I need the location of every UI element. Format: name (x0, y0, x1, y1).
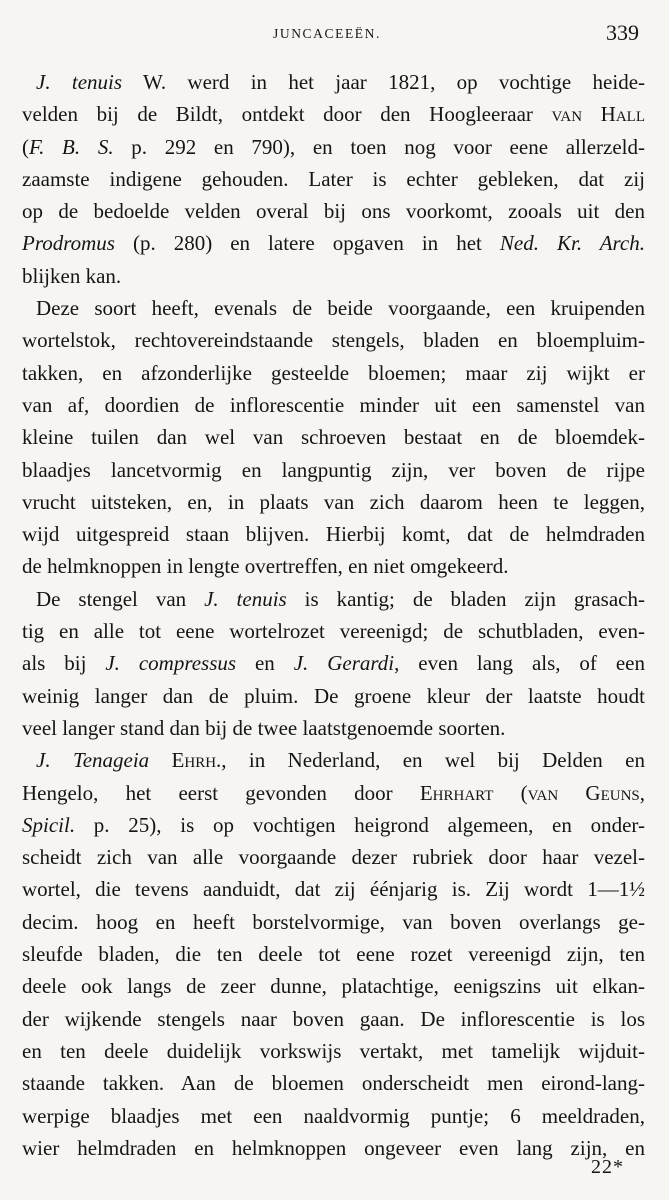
text-line: Spicil. p. 25), is op vochtigen heigrond algemeen, en onder- (22, 812, 645, 837)
text-line: staande takken. Aan de bloemen onderscheidt men eirond-lang- (22, 1071, 645, 1096)
text-line: en ten deele duidelijk vorkswijs vertakt, met tamelijk wijduit- (22, 1038, 645, 1063)
text-line: vrucht uitsteken, en, in plaats van zich daarom heen te leggen, (22, 489, 645, 514)
running-title: JUNCACEEËN. (273, 26, 381, 41)
text-line: als bij J. compressus en J. Gerardi, even lang als, of een (22, 651, 645, 676)
text-line: weinig langer dan de pluim. De groene kleur der laatste houdt (22, 683, 645, 708)
text-line: wijd uitgespreid staan blijven. Hierbij komt, dat de helmdraden (22, 522, 645, 547)
text-line: wortel, die tevens aanduidt, dat zij éénjarig is. Zij wordt 1—1½ (22, 877, 645, 902)
text-line: blijken kan. (22, 263, 122, 288)
body-text (22, 66, 645, 1164)
text-line: deele ook langs de zeer dunne, platachtige, eenigszins uit elkan- (22, 974, 645, 999)
page-header (0, 20, 669, 50)
text-line: zaamste indigene gehouden. Later is echter gebleken, dat zij (22, 166, 645, 191)
text-line: Prodromus (p. 280) en latere opgaven in het Ned. Kr. Arch. (22, 231, 645, 256)
text-line: takken, en afzonderlijke gesteelde bloemen; maar zij wijkt er (22, 360, 645, 385)
signature-mark: 22* (591, 1156, 624, 1178)
text-line: Hengelo, het eerst gevonden door Ehrhart (van Geuns, (22, 780, 645, 805)
text-line: J. tenuis W. werd in het jaar 1821, op vochtige heide- (36, 70, 646, 94)
text-line: van af, doordien de inflorescentie minder uit een samenstel van (22, 392, 645, 417)
page-number: 339 (606, 20, 639, 45)
text-line: sleufde bladen, die ten deele tot eene rozet vereenigd zijn, ten (22, 942, 645, 967)
text-line: tig en alle tot eene wortelrozet vereenigd; de schutbladen, even- (22, 619, 645, 644)
text-line: op de bedoelde velden overal bij ons voorkomt, zooals uit den (22, 199, 645, 224)
text-line: wier helmdraden en helmknoppen ongeveer even lang zijn, en (22, 1135, 645, 1160)
text-line: (F. B. S. p. 292 en 790), en toen nog voor eene allerzeld- (22, 134, 645, 159)
text-line: de helmknoppen in lengte overtreffen, en niet omgekeerd. (22, 554, 509, 579)
text-line: wortelstok, rechtovereindstaande stengels, bladen en bloempluim- (22, 328, 645, 353)
text-line: velden bij de Bildt, ontdekt door den Hoogleeraar van Hall (22, 102, 645, 127)
text-line: decim. hoog en heeft borstelvormige, van boven overlangs ge- (22, 909, 645, 934)
text-line: der wijkende stengels naar boven gaan. De inflorescentie is los (22, 1006, 645, 1031)
text-line: Deze soort heeft, evenals de beide voorgaande, een kruipenden (36, 296, 645, 321)
text-line: kleine tuilen dan wel van schroeven bestaat en de bloemdek- (22, 425, 645, 450)
text-line: werpige blaadjes met een naaldvormig puntje; 6 meeldraden, (22, 1103, 645, 1128)
text-line: J. Tenageia Ehrh., in Nederland, en wel bij Delden en (36, 748, 645, 773)
text-line: veel langer stand dan bij de twee laatstgenoemde soorten. (22, 715, 506, 740)
text-line: De stengel van J. tenuis is kantig; de bladen zijn grasach- (36, 586, 645, 611)
text-line: blaadjes lancetvormig en langpuntig zijn, ver boven de rijpe (22, 457, 645, 482)
text-line: scheidt zich van alle voorgaande dezer rubriek door haar vezel- (22, 845, 645, 870)
